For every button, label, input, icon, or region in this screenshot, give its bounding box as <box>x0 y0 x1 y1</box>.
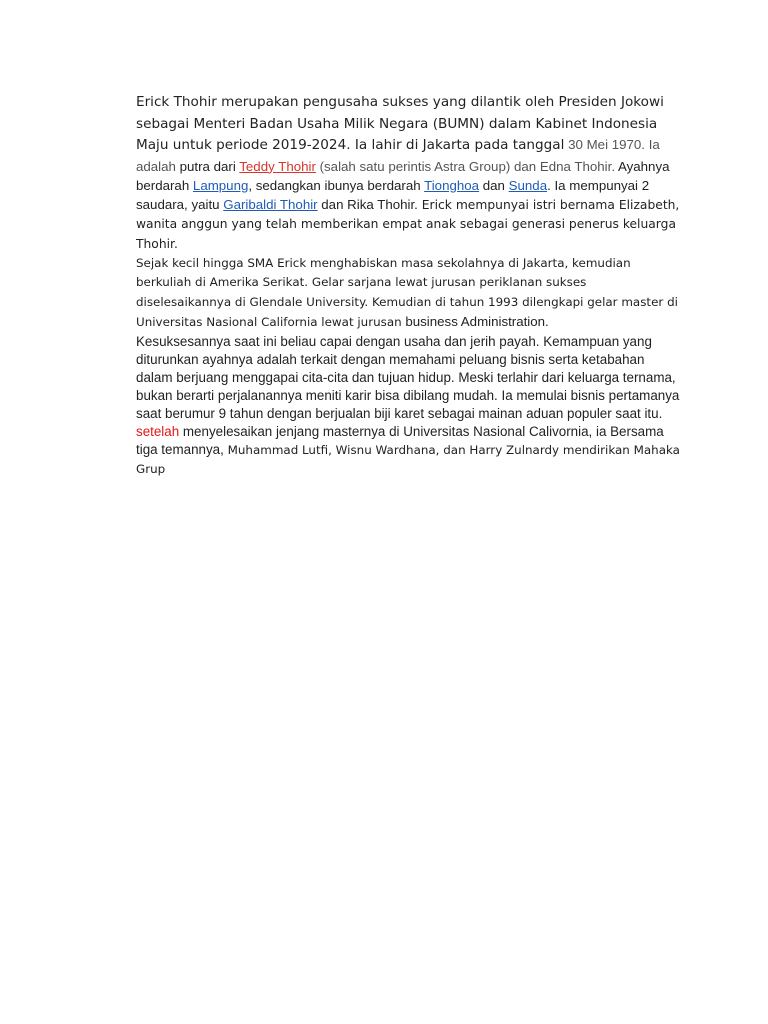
text-mahaka-grup: Muhammad Lutfi, Wisnu Wardhana, dan Harry Zulnardy mendirikan Mahaka Grup <box>136 442 680 477</box>
text-ayahnya-berdarah: Ayahnya berdarah <box>136 158 670 193</box>
text-putra-dari: putra dari <box>175 158 240 174</box>
link-tionghoa[interactable]: Tionghoa <box>424 177 480 193</box>
text-tiga-temannya: ia Bersama tiga temannya, <box>136 423 664 457</box>
text-masternya: menyelesaikan jenjang masternya di Universitas Nasional Calivornia, <box>179 423 593 439</box>
text-setelah: setelah <box>136 423 180 439</box>
birth-date-text: 30 Mei 1970. <box>564 137 645 152</box>
text-business-administration: business Administration. <box>401 314 549 330</box>
text-dua-saudara: . Ia mempunyai 2 saudara, yaitu <box>136 177 650 212</box>
paragraph-career <box>136 333 681 480</box>
paragraph-biography <box>136 92 681 254</box>
link-garibaldi-thohir[interactable]: Garibaldi Thohir <box>223 196 318 212</box>
text-dan: dan <box>479 177 509 193</box>
text-astra-group: (salah satu perintis Astra Group) dan Edna Thohir. <box>315 158 616 174</box>
text-rika-thohir: dan Rika Thohir. <box>317 196 418 212</box>
document-body <box>136 92 681 479</box>
education-text: Sejak kecil hingga SMA Erick menghabiskan masa sekolahnya di Jakarta, kemudian berkuliah di Amerika Serikat. Gelar sarjana lewat jurusan periklanan sukses diselesaikannya di Glendale University. Kemudian di tahun 1993 dilengkapi gelar master di Universitas Nasional California lewat jurusan <box>136 256 678 330</box>
link-lampung[interactable]: Lampung <box>192 177 249 193</box>
text-ia-adalah: Ia adalah <box>136 137 660 174</box>
link-teddy-thohir[interactable]: Teddy Thohir <box>239 158 316 174</box>
paragraph-education <box>136 254 681 333</box>
text-istri: Erick mempunyai istri bernama Elizabeth, wanita anggun yang telah memberikan empat anak sebagai generasi penerus keluarga Thohir. <box>136 197 680 251</box>
intro-text: Erick Thohir merupakan pengusaha sukses yang dilantik oleh Presiden Jokowi sebagai Menteri Badan Usaha Milik Negara (BUMN) dalam Kabinet Indonesia Maju untuk periode 2019-2024. Ia lahir di Jakarta pada tanggal <box>136 94 664 153</box>
career-text: Kesuksesannya saat ini beliau capai dengan usaha dan jerih payah. Kemampuan yang diturunkan ayahnya adalah terkait dengan memahami peluang bisnis serta ketabahan dalam berjuang menggapai cita-cita dan tujuan hidup. Meski terlahir dari keluarga ternama, bukan berarti perjalanannya meniti karir bisa dibilang mudah. Ia memulai bisnis pertamanya saat berumur 9 tahun dengan berjualan biji karet sebagai mainan aduan populer saat itu. <box>136 333 680 421</box>
text-ibunya-berdarah: , sedangkan ibunya berdarah <box>248 177 425 193</box>
link-sunda[interactable]: Sunda <box>508 177 548 193</box>
